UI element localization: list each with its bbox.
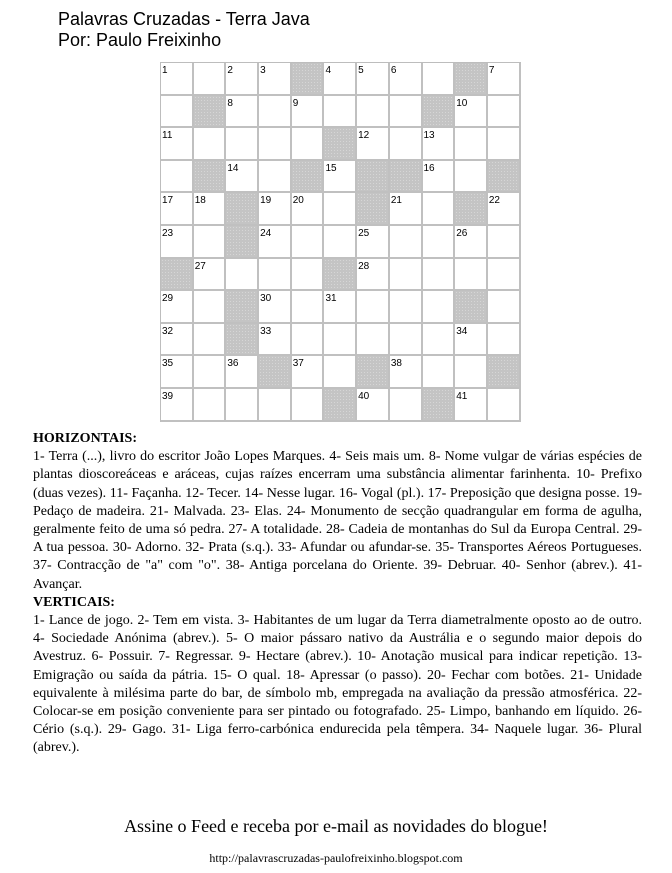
black-cell xyxy=(455,193,488,226)
grid-cell[interactable]: 24 xyxy=(259,226,292,259)
grid-cell[interactable] xyxy=(488,291,521,324)
grid-cell[interactable] xyxy=(390,324,423,357)
grid-cell[interactable] xyxy=(161,96,194,129)
black-cell xyxy=(357,356,390,389)
grid-cell[interactable]: 9 xyxy=(292,96,325,129)
grid-cell[interactable]: 34 xyxy=(455,324,488,357)
black-cell xyxy=(259,356,292,389)
grid-cell[interactable] xyxy=(423,63,456,96)
grid-cell[interactable]: 23 xyxy=(161,226,194,259)
grid-cell[interactable]: 30 xyxy=(259,291,292,324)
blog-url[interactable]: http://palavrascruzadas-paulofreixinho.blogspot.com xyxy=(209,851,463,865)
grid-cell[interactable] xyxy=(259,389,292,422)
black-cell xyxy=(324,128,357,161)
grid-cell[interactable]: 12 xyxy=(357,128,390,161)
grid-cell[interactable] xyxy=(324,324,357,357)
black-cell xyxy=(488,356,521,389)
grid-cell[interactable]: 1 xyxy=(161,63,194,96)
grid-cell[interactable] xyxy=(226,259,259,292)
grid-cell[interactable]: 39 xyxy=(161,389,194,422)
grid-cell[interactable]: 13 xyxy=(423,128,456,161)
grid-cell[interactable]: 29 xyxy=(161,291,194,324)
grid-cell[interactable] xyxy=(390,96,423,129)
crossword-grid xyxy=(160,62,521,422)
grid-cell[interactable] xyxy=(292,259,325,292)
grid-cell[interactable] xyxy=(455,161,488,194)
grid-cell[interactable] xyxy=(357,291,390,324)
grid-cell[interactable] xyxy=(488,128,521,161)
black-cell xyxy=(357,193,390,226)
black-cell xyxy=(194,161,227,194)
grid-cell[interactable]: 15 xyxy=(324,161,357,194)
grid-cell[interactable] xyxy=(292,389,325,422)
grid-cell[interactable]: 8 xyxy=(226,96,259,129)
black-cell xyxy=(390,161,423,194)
grid-cell[interactable] xyxy=(488,259,521,292)
grid-cell[interactable] xyxy=(194,63,227,96)
author: Por: Paulo Freixinho xyxy=(58,30,222,50)
grid-cell[interactable] xyxy=(488,96,521,129)
black-cell xyxy=(357,161,390,194)
page-title: Palavras Cruzadas - Terra Java xyxy=(58,9,310,29)
grid-cell[interactable]: 21 xyxy=(390,193,423,226)
black-cell xyxy=(423,96,456,129)
grid-cell[interactable]: 18 xyxy=(194,193,227,226)
grid-cell[interactable] xyxy=(226,389,259,422)
black-cell xyxy=(488,161,521,194)
black-cell xyxy=(226,324,259,357)
grid-cell[interactable]: 31 xyxy=(324,291,357,324)
grid-cell[interactable] xyxy=(423,259,456,292)
grid-cell[interactable]: 3 xyxy=(259,63,292,96)
black-cell xyxy=(194,96,227,129)
grid-cell[interactable] xyxy=(390,128,423,161)
grid-cell[interactable] xyxy=(292,226,325,259)
grid-cell[interactable]: 32 xyxy=(161,324,194,357)
grid-cell[interactable] xyxy=(259,161,292,194)
grid-cell[interactable]: 37 xyxy=(292,356,325,389)
black-cell xyxy=(324,389,357,422)
grid-cell[interactable] xyxy=(194,128,227,161)
grid-cell[interactable]: 27 xyxy=(194,259,227,292)
grid-cell[interactable]: 2 xyxy=(226,63,259,96)
grid-cell[interactable]: 19 xyxy=(259,193,292,226)
grid-cell[interactable] xyxy=(194,226,227,259)
grid-cell[interactable]: 35 xyxy=(161,356,194,389)
grid-cell[interactable] xyxy=(423,291,456,324)
across-clues: 1- Terra (...), livro do escritor João Lopes Marques. 4- Seis mais um. 8- Nome vulgar de várias espécies de plantas dioscoreáceas e aráceas, cujas raízes encerram uma substância alimentar farinhenta. 10- Prefixo (duas vezes). 11- Façanha. 12- Tecer. 14- Nesse lugar. 16- Vogal (pl.). 17- Preposição que designa posse. 19- Pedaço de madeira. 21- Malvada. 23- Elas. 24- Monumento de secção quadrangular em forma de agulha, geralmente feito de uma só pedra. 27- A totalidade. 28- Cadeia de montanhas do Sul da Europa Central. 29- A tua pessoa. 30- Adorno. 32- Prata (s.q.). 33- Afundar ou afundar-se. 35- Transportes Aéreos Portugueses. 37- Contracção de "a" com "o". 38- Antiga porcelana do Oriente. 39- Debruar. 40- Senhor (abrev.). 41- Avançar. xyxy=(33,449,642,592)
black-cell xyxy=(455,63,488,96)
black-cell xyxy=(226,291,259,324)
grid-cell[interactable]: 25 xyxy=(357,226,390,259)
grid-cell[interactable] xyxy=(423,193,456,226)
grid-cell[interactable] xyxy=(194,324,227,357)
grid-cell[interactable] xyxy=(226,128,259,161)
grid-cell[interactable]: 17 xyxy=(161,193,194,226)
black-cell xyxy=(292,161,325,194)
grid-cell[interactable] xyxy=(324,226,357,259)
grid-cell[interactable] xyxy=(423,324,456,357)
grid-cell[interactable]: 5 xyxy=(357,63,390,96)
grid-cell[interactable] xyxy=(194,356,227,389)
grid-cell[interactable] xyxy=(357,96,390,129)
grid-cell[interactable] xyxy=(259,259,292,292)
black-cell xyxy=(292,63,325,96)
grid-cell[interactable] xyxy=(390,259,423,292)
grid-cell[interactable] xyxy=(423,356,456,389)
grid-cell[interactable]: 10 xyxy=(455,96,488,129)
grid-cell[interactable]: 6 xyxy=(390,63,423,96)
grid-cell[interactable]: 41 xyxy=(455,389,488,422)
black-cell xyxy=(226,226,259,259)
down-heading: VERTICAIS: xyxy=(33,594,115,610)
feed-link[interactable]: Assine o Feed e receba por e-mail as novidades do blogue! xyxy=(124,816,548,836)
grid-cell[interactable] xyxy=(390,389,423,422)
grid-cell[interactable] xyxy=(161,161,194,194)
grid-cell[interactable] xyxy=(423,226,456,259)
grid-cell[interactable] xyxy=(455,259,488,292)
grid-cell[interactable]: 40 xyxy=(357,389,390,422)
grid-cell[interactable] xyxy=(324,193,357,226)
grid-cell[interactable] xyxy=(259,96,292,129)
grid-cell[interactable]: 36 xyxy=(226,356,259,389)
black-cell xyxy=(324,259,357,292)
grid-cell[interactable]: 7 xyxy=(488,63,521,96)
grid-cell[interactable] xyxy=(488,226,521,259)
down-clues: 1- Lance de jogo. 2- Tem em vista. 3- Habitantes de um lugar da Terra diametralmente oposto ao de outro. 4- Sociedade Anónima (abrev.). 5- O maior pássaro nativo da Austrália e o segundo maior depois do Avestruz. 6- Possuir. 7- Regressar. 9- Hectare (abrev.). 10- Anotação musical para indicar repetição. 13- Emigração ou saída da pátria. 15- O qual. 18- Apressar (o passo). 20- Fechar com botões. 21- Unidade equivalente à milésima parte do bar, de símbolo mb, empregada na avaliação da pressão atmosférica. 22- Colocar-se em posição conveniente para ser pintado ou fotografado. 25- Limpo, banhando em líquido. 26- Cério (s.q.). 29- Gago. 31- Liga ferro-carbónica endurecida pela têmpera. 34- Naquele lugar. 36- Plural (abrev.). xyxy=(33,613,642,756)
grid-cell[interactable] xyxy=(488,389,521,422)
grid-cell[interactable] xyxy=(292,291,325,324)
grid-cell[interactable] xyxy=(390,226,423,259)
grid-cell[interactable]: 38 xyxy=(390,356,423,389)
grid-cell[interactable] xyxy=(194,389,227,422)
grid-cell[interactable] xyxy=(455,128,488,161)
grid-cell[interactable]: 16 xyxy=(423,161,456,194)
grid-cell[interactable] xyxy=(488,324,521,357)
grid-cell[interactable] xyxy=(292,128,325,161)
black-cell xyxy=(423,389,456,422)
header xyxy=(58,9,310,51)
grid-cell[interactable] xyxy=(390,291,423,324)
grid-cell[interactable]: 14 xyxy=(226,161,259,194)
black-cell xyxy=(226,193,259,226)
grid-cell[interactable]: 11 xyxy=(161,128,194,161)
black-cell xyxy=(455,291,488,324)
across-heading: HORIZONTAIS: xyxy=(33,431,137,446)
grid-cell[interactable]: 4 xyxy=(324,63,357,96)
grid-cell[interactable] xyxy=(357,324,390,357)
grid-cell[interactable]: 33 xyxy=(259,324,292,357)
black-cell xyxy=(161,259,194,292)
grid-cell[interactable] xyxy=(324,96,357,129)
grid-cell[interactable]: 26 xyxy=(455,226,488,259)
grid-cell[interactable]: 20 xyxy=(292,193,325,226)
grid-cell[interactable] xyxy=(292,324,325,357)
clues xyxy=(33,430,642,758)
grid-cell[interactable] xyxy=(455,356,488,389)
grid-cell[interactable]: 28 xyxy=(357,259,390,292)
grid-cell[interactable] xyxy=(259,128,292,161)
grid-cell[interactable] xyxy=(194,291,227,324)
grid-cell[interactable] xyxy=(324,356,357,389)
grid-cell[interactable]: 22 xyxy=(488,193,521,226)
